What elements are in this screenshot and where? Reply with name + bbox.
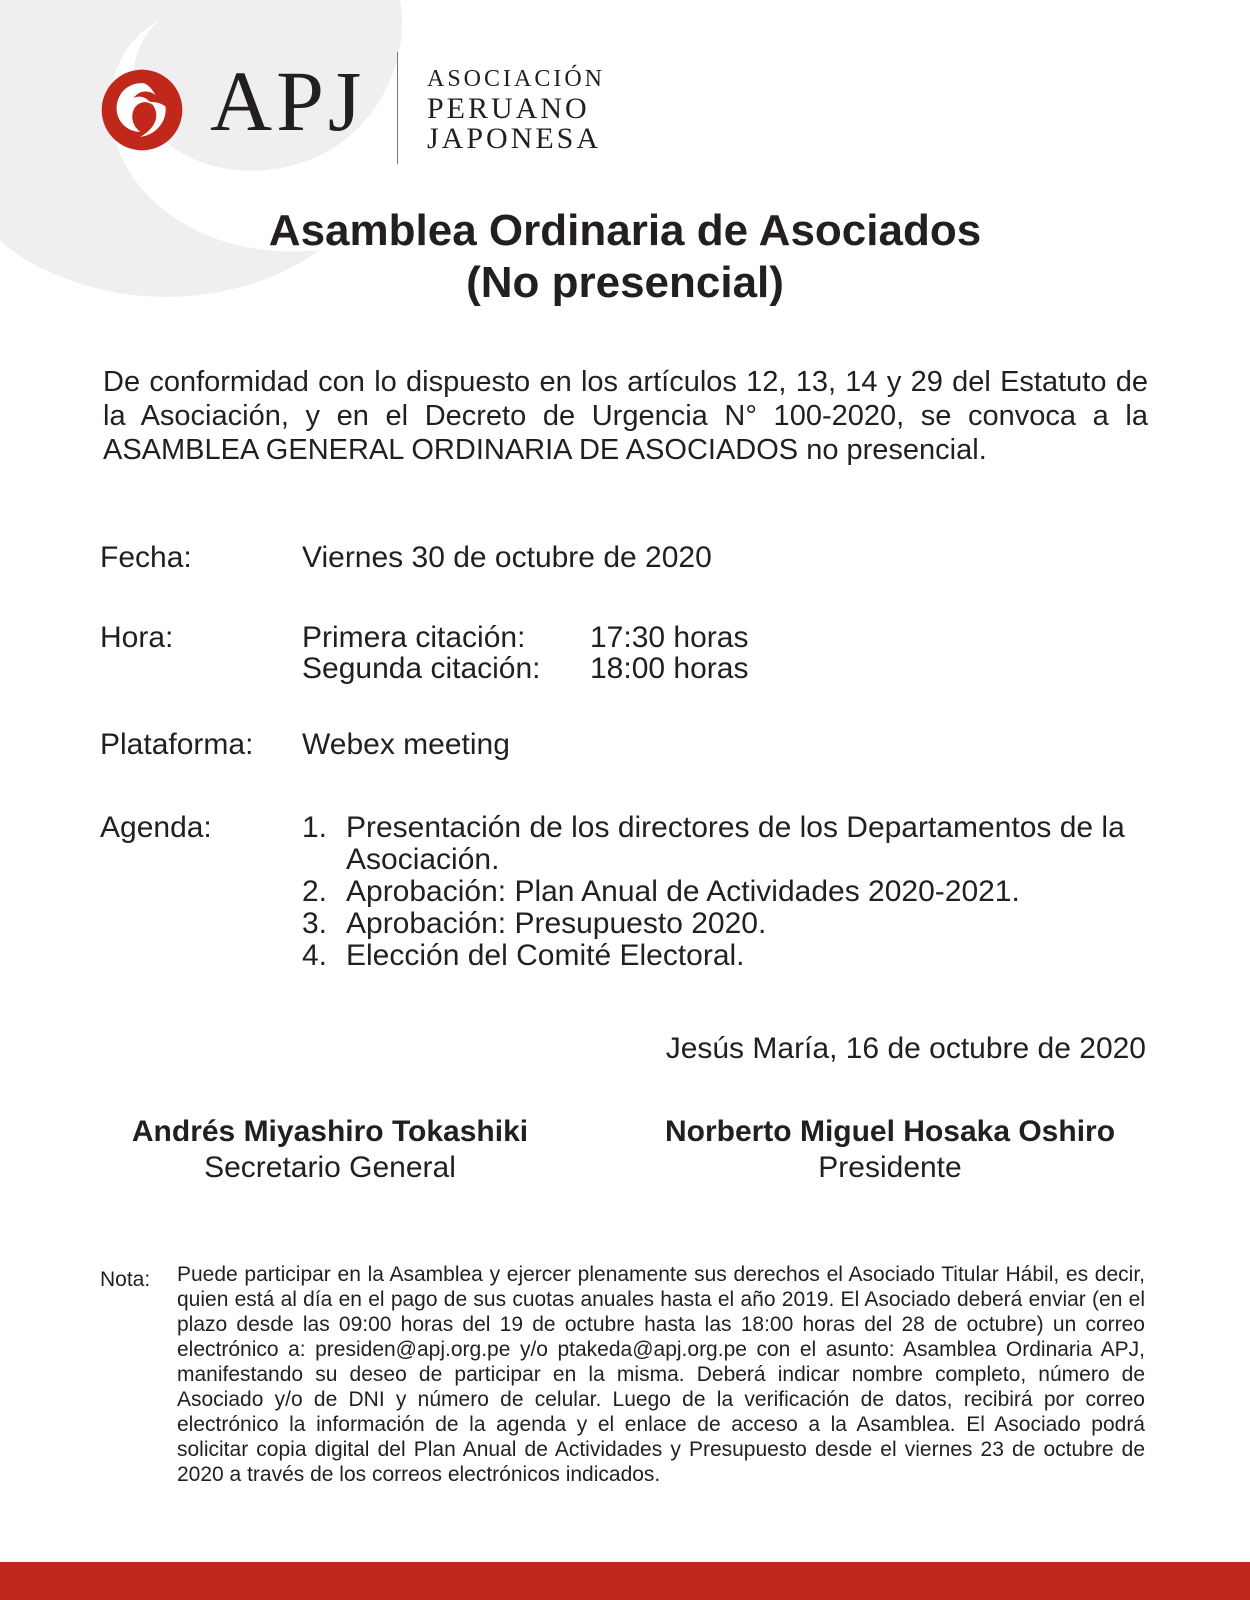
agenda-item bbox=[302, 908, 1162, 940]
segunda-citacion-time: 18:00 horas bbox=[590, 652, 749, 685]
footer-bar bbox=[0, 1562, 1250, 1600]
agenda-item bbox=[302, 876, 1162, 908]
agenda-label: Agenda: bbox=[100, 811, 212, 844]
plataforma-label: Plataforma: bbox=[100, 728, 254, 761]
logo-name-line-2: PERUANO bbox=[427, 92, 590, 125]
logo-acronym: APJ bbox=[210, 53, 366, 149]
note-text: Puede participar en la Asamblea y ejercer plenamente sus derechos el Asociado Titular Hábil, es decir, quien está al día en el pago de sus cuotas anuales hasta el año 2019. El Asociado deberá enviar (en el plazo desde las 09:00 horas del 19 de octubre hasta las 18:00 horas del 28 de octubre) un correo electrónico a: presiden@apj.org.pe y/o ptakeda@apj.org.pe con el asunto: Asamblea Ordinaria APJ, manifestando su deseo de participar en la misma. Deberá indicar nombre completo, número de Asociado y/o de DNI y número de celular. Luego de la verificación de datos, recibirá por correo electrónico la información de la agenda y el enlace de acceso a la Asamblea. El Asociado podrá solicitar copia digital del Plan Anual de Actividades y Presupuesto desde el viernes 23 de octubre de 2020 a través de los correos electrónicos indicados. bbox=[177, 1263, 1145, 1486]
place-date: Jesús María, 16 de octubre de 2020 bbox=[665, 1032, 1146, 1065]
agenda-item-text: Elección del Comité Electoral. bbox=[346, 939, 745, 972]
logo-divider bbox=[397, 52, 398, 164]
note-label: Nota: bbox=[100, 1268, 151, 1291]
signatory-name: Norberto Miguel Hosaka Oshiro bbox=[664, 1115, 1116, 1148]
signatory-secretary bbox=[85, 1114, 575, 1186]
segunda-citacion bbox=[302, 652, 749, 685]
primera-citacion-time: 17:30 horas bbox=[590, 621, 749, 654]
agenda-list bbox=[302, 812, 1162, 972]
title-line-1: Asamblea Ordinaria de Asociados bbox=[268, 206, 982, 255]
logo-organization-name bbox=[427, 64, 605, 154]
fecha-label: Fecha: bbox=[100, 541, 192, 574]
agenda-item-number: 1. bbox=[302, 811, 328, 844]
primera-citacion-label: Primera citación: bbox=[302, 621, 526, 654]
agenda-item-text: Aprobación: Presupuesto 2020. bbox=[346, 907, 767, 940]
agenda-item-number: 2. bbox=[302, 875, 328, 908]
page-title bbox=[0, 205, 1250, 309]
intro-paragraph: De conformidad con lo dispuesto en los artículos 12, 13, 14 y 29 del Estatuto de la Asociación, y en el Decreto de Urgencia N° 100-2020, se convoca a la ASAMBLEA GENERAL ORDINARIA DE ASOCIADOS no presencial. bbox=[103, 366, 1148, 466]
signatory-role: Secretario General bbox=[204, 1151, 456, 1184]
segunda-citacion-label: Segunda citación: bbox=[302, 652, 541, 685]
agenda-item-number: 4. bbox=[302, 939, 328, 972]
agenda-item bbox=[302, 940, 1162, 972]
agenda-item bbox=[302, 812, 1162, 876]
plataforma-value: Webex meeting bbox=[302, 728, 510, 761]
signatory-president bbox=[625, 1114, 1155, 1186]
agenda-item-text: Aprobación: Plan Anual de Actividades 2020-2021. bbox=[346, 875, 1020, 908]
title-line-2: (No presencial) bbox=[466, 258, 784, 307]
apj-swirl-symbol-icon bbox=[100, 68, 184, 152]
fecha-value: Viernes 30 de octubre de 2020 bbox=[302, 541, 712, 574]
agenda-item-text: Presentación de los directores de los Departamentos de la Asociación. bbox=[346, 811, 1125, 876]
primera-citacion bbox=[302, 621, 749, 654]
signatory-name: Andrés Miyashiro Tokashiki bbox=[131, 1115, 529, 1148]
signatory-role: Presidente bbox=[818, 1151, 962, 1184]
logo-name-line-3: JAPONESA bbox=[427, 122, 602, 155]
hora-label: Hora: bbox=[100, 621, 174, 654]
logo-name-line-1: ASOCIACIÓN bbox=[427, 66, 606, 92]
agenda-item-number: 3. bbox=[302, 907, 328, 940]
apj-logo bbox=[100, 52, 640, 172]
